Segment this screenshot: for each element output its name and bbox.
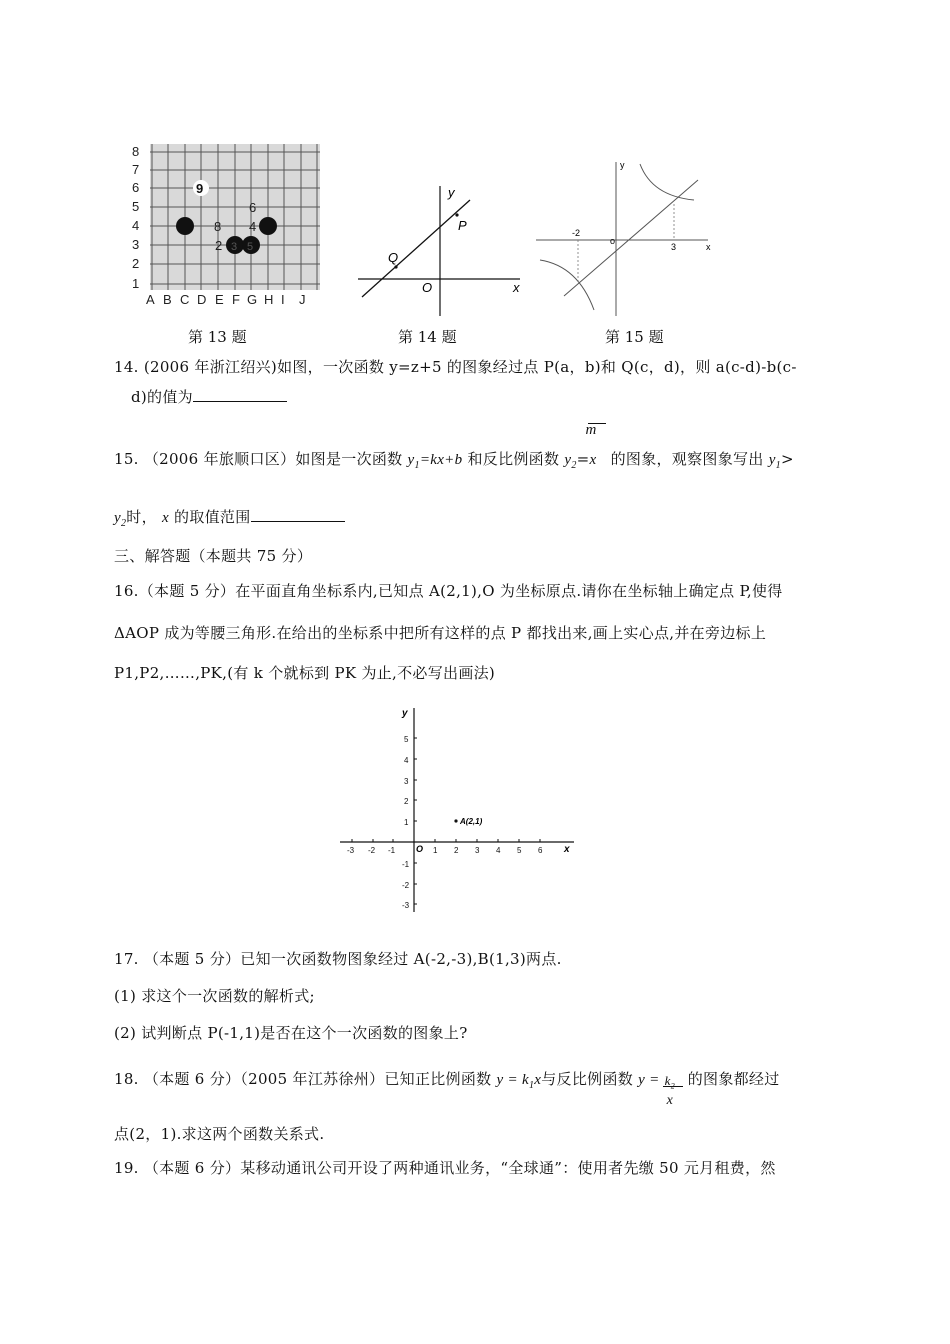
y-axis-label: y — [448, 185, 455, 200]
q18-k2: k — [664, 1073, 671, 1088]
x-axis-label: x — [564, 844, 570, 855]
q18-formula1: y = k — [496, 1072, 529, 1088]
q15-y1-sub: 1 — [414, 460, 420, 471]
q15-line2-b: 的取值范围 — [174, 508, 251, 526]
board-row-label: 2 — [132, 256, 140, 271]
q14-line1: 14. (2006 年浙江绍兴)如图，一次函数 y=z+5 的图象经过点 P(a，b)和 Q(c，d)，则 a(c-d)-b(c- — [114, 358, 797, 376]
move-label: 2 — [215, 238, 223, 253]
q15-line2-y2-sub: 2 — [120, 518, 127, 529]
y-tick-label: 3 — [404, 777, 409, 786]
point-p — [455, 213, 458, 216]
figure-14 — [350, 178, 530, 318]
x-tick-label: -3 — [347, 846, 355, 855]
q15-eq1: =kx+b — [419, 452, 463, 468]
q15-gt: > — [780, 450, 794, 468]
q18-intro: 18. （本题 6 分）（2005 年江苏徐州）已知正比例函数 — [114, 1070, 492, 1088]
x-axis-label: x — [513, 280, 520, 295]
move-label: 5 — [247, 241, 254, 253]
y-tick-label: -3 — [402, 901, 410, 910]
section-heading: 三、解答题（本题共 75 分） — [114, 547, 313, 565]
x-tick-label: 2 — [454, 846, 459, 855]
q-label: Q — [388, 250, 399, 265]
move-label: 6 — [249, 200, 257, 215]
board-col-label: F — [232, 292, 240, 307]
q15-mid: 和反比例函数 — [467, 450, 560, 468]
q15-line2-x: x — [161, 510, 169, 526]
board-row-label: 7 — [132, 162, 140, 177]
board-col-label: A — [146, 292, 155, 307]
x-tick-label: 4 — [496, 846, 501, 855]
q18-tail: 的图象都经过 — [687, 1070, 780, 1088]
q15-eq2: = — [576, 450, 590, 468]
board-col-label: G — [247, 292, 258, 307]
q15-frac-den: x — [589, 452, 597, 468]
board-row-label: 1 — [132, 276, 140, 291]
q16-line2: ΔAOP 成为等腰三角形.在给出的坐标系中把所有这样的点 P 都找出来,画上实心点,并在旁边标上 — [114, 624, 767, 642]
board-col-label: D — [197, 292, 207, 307]
q18-line1 — [114, 1068, 780, 1108]
board-col-label: I — [281, 292, 285, 307]
q18-line2: 点(2，1).求这两个函数关系式. — [114, 1125, 325, 1143]
board-col-label: E — [215, 292, 224, 307]
point-a — [454, 819, 457, 822]
board-col-label: H — [264, 292, 274, 307]
q15-y1b-sub: 1 — [775, 460, 781, 471]
q18-frac-den: x — [666, 1093, 674, 1108]
tick-label: 3 — [671, 242, 677, 252]
q15-y1b: y — [768, 452, 776, 468]
q19-line1: 19. （本题 6 分）某移动通讯公司开设了两种通讯业务，“全球通”：使用者先缴 50 元月租费，然 — [114, 1159, 776, 1177]
y-tick-label: -1 — [402, 860, 410, 869]
move-label: 4 — [249, 219, 257, 234]
q15-y1: y — [407, 452, 415, 468]
q16-line3: P1,P2,……,PK,(有 k 个就标到 PK 为止,不必写出画法) — [114, 664, 496, 682]
black-stone — [176, 217, 194, 235]
figure-13 — [128, 138, 328, 308]
x-tick-label: 5 — [517, 846, 522, 855]
y-tick-label: 1 — [404, 818, 409, 827]
y-axis-label: y — [402, 708, 408, 719]
q17-line2: (1) 求这个一次函数的解析式; — [114, 987, 315, 1005]
q18-formula1-sub: 1 — [528, 1080, 535, 1091]
x-tick-label: 3 — [475, 846, 480, 855]
board-row-label: 8 — [132, 144, 140, 159]
y-tick-label: -2 — [402, 881, 410, 890]
q15-line2 — [114, 505, 345, 535]
q18-formula2: y = — [638, 1072, 660, 1088]
figure-13-caption: 第 13 题 — [188, 328, 247, 346]
q18-formula1-x: x — [534, 1072, 542, 1088]
y-tick-label: 2 — [404, 797, 409, 806]
q15-answer-blank[interactable] — [251, 505, 345, 522]
p-label: P — [458, 218, 467, 233]
hyperbola-branch-lower — [540, 260, 594, 310]
figure-15-caption: 第 15 题 — [605, 328, 664, 346]
board-col-label: B — [163, 292, 172, 307]
q15-line2-a: 时， — [126, 508, 157, 526]
y-tick-label: 5 — [404, 735, 409, 744]
y-tick-label: 4 — [404, 756, 409, 765]
q15-line2-y2: y — [114, 510, 121, 526]
move-label: 9 — [196, 181, 204, 196]
board-col-label: C — [180, 292, 190, 307]
origin-label: O — [416, 844, 424, 854]
x-tick-label: 6 — [538, 846, 543, 855]
q17-line1: 17. （本题 5 分）已知一次函数物图象经过 A(-2,-3),B(1,3)两点. — [114, 950, 562, 968]
q15-y2-sub: 2 — [571, 460, 577, 471]
q15-intro: 15. （2006 年旅顺口区）如图是一次函数 — [114, 450, 403, 468]
y-axis-label: y — [620, 160, 625, 170]
board-row-label: 4 — [132, 218, 140, 233]
x-tick-label: -2 — [368, 846, 376, 855]
board-col-label: J — [299, 292, 306, 307]
figure-16 — [336, 702, 582, 916]
q15-line1 — [114, 422, 794, 477]
x-tick-label: 1 — [433, 846, 438, 855]
q14-line2-text: d)的值为 — [131, 388, 193, 406]
q16-line1: 16.（本题 5 分）在平面直角坐标系内,已知点 A(2,1),O 为坐标原点.请你在坐标轴上确定点 P,使得 — [114, 582, 783, 600]
line-graph — [362, 200, 470, 297]
q15-frac-num: m — [585, 422, 597, 438]
fraction-bar — [663, 1086, 683, 1087]
board-row-label: 3 — [132, 237, 140, 252]
fraction-bar — [588, 423, 606, 424]
point-a-label: A(2,1) — [460, 817, 483, 826]
q14-line2 — [131, 385, 287, 408]
black-stone — [259, 217, 277, 235]
hyperbola-branch-upper — [640, 164, 694, 200]
point-q — [394, 265, 397, 268]
origin-label: o — [610, 236, 616, 246]
figure-15 — [534, 156, 718, 318]
x-axis-label: x — [706, 242, 711, 252]
board-row-label: 5 — [132, 199, 140, 214]
q15-tail: 的图象，观察图象写出 — [610, 450, 764, 468]
origin-label: O — [422, 280, 433, 295]
q15-fraction — [585, 422, 606, 471]
q18-mid: 与反比例函数 — [541, 1070, 634, 1088]
q17-line3: (2) 试判断点 P(-1,1)是否在这个一次函数的图象上? — [114, 1024, 468, 1042]
figure-14-caption: 第 14 题 — [398, 328, 457, 346]
q18-k2-sub: 2 — [670, 1081, 676, 1091]
go-board-figure — [128, 138, 328, 308]
tick-label: -2 — [572, 228, 581, 238]
q15-y2: y — [564, 452, 572, 468]
board-row-label: 6 — [132, 180, 140, 195]
move-label: 3 — [231, 241, 238, 253]
move-label: 8 — [214, 219, 222, 234]
x-tick-label: -1 — [388, 846, 396, 855]
q14-answer-blank[interactable] — [193, 385, 287, 402]
